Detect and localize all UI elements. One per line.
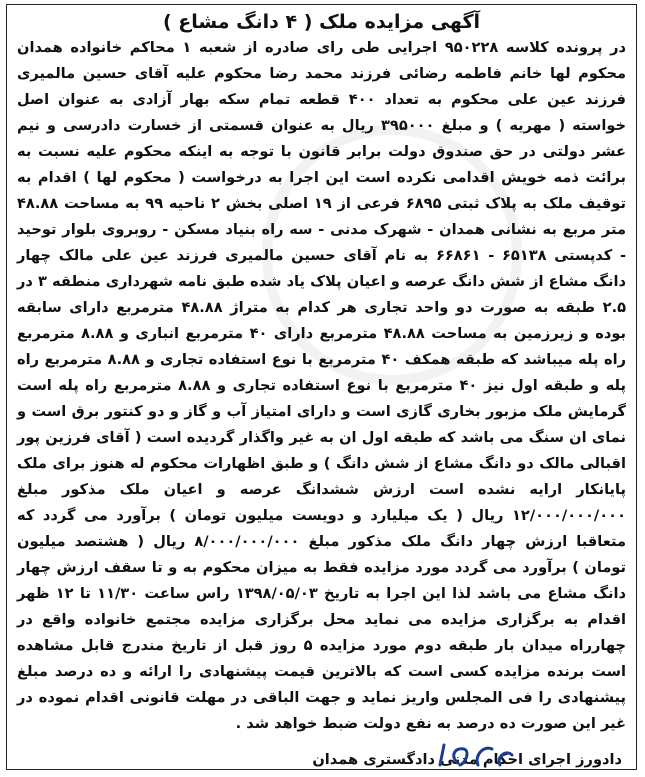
- auction-notice: [6, 4, 637, 770]
- handwritten-number: [420, 735, 540, 775]
- signature-line: دادورز اجرای احکام مدنی دادگستری همدان: [312, 751, 622, 768]
- notice-body: در پرونده کلاسه ۹۵۰۲۲۸ اجرایی طی رای صادره از شعبه ۱ محاکم خانواده همدان محکوم لها خانم فاطمه رضائی فرزند محمد رضا محکوم علیه آقای حسین مالمیری فرزند عین علی محکوم به تعداد ۴۰۰ قطعه تمام سکه بهار آزادی به عنوان اصل خواسته ( مهریه ) و مبلغ ۳۹۵۰۰۰ ریال به عنوان قسمتی از خسارت دادرسی و نیم عشر دولتی در حق صندوق دولت برابر قانون با توجه به اینکه محکوم علیه نسبت به برائت ذمه خویش اقدامی نکرده است این اجرا به درخواست ( محکوم لها ) اقدام به توقیف ملک به پلاک ثبتی ۶۸۹۵ فرعی از ۱۹ اصلی بخش ۲ ناحیه ۹۹ به مساحت ۴۸.۸۸ متر مربع به نشانی همدان - شهرک مدنی - سه راه بنیاد مسکن - روبروی بلوار توحید - کدپستی ۶۵۱۳۸ - ۶۶۸۶۱ به نام آقای حسین مالمیری فرزند عین علی مالک چهار دانگ مشاع از شش دانگ عرصه و اعیان پلاک یاد شده طبق نامه شهرداری منطقه ۳ در ۲.۵ طبقه به صورت دو واحد تجاری هر کدام به متراژ ۴۸.۸۸ مترمربع دارای سابقه بوده و زیرزمین به مساحت ۴۸.۸۸ مترمربع دارای ۴۰ مترمربع انباری و ۸.۸۸ مترمربع راه پله میباشد که طبقه همکف ۴۰ مترمربع با نوع استفاده تجاری و ۸.۸۸ مترمربع راه پله و طبقه اول نیز ۴۰ مترمربع با نوع استفاده تجاری و ۸.۸۸ مترمربع راه پله است گرمایش ملک مزبور بخاری گازی است و دارای امتیاز آب و گاز و دو کنتور برق است و نمای ان سنگ می باشد که طبقه اول ان به غیر واگذار گردیده است ( آقای فرزین پور اقبالی مالک دو دانگ مشاع از شش دانگ ) و طبق اظهارات محکوم له هنوز برای ملک پایانکار ارایه نشده است ارزش ششدانگ عرصه و اعیان ملک مذکور مبلغ ۱۲/۰۰۰/۰۰۰/۰۰۰ ریال ( یک میلیارد و دویست میلیون تومان ) برآورد می گردد که متعاقبا ارزش چهار دانگ ملک مذکور مبلغ ۸/۰۰۰/۰۰۰/۰۰۰ ریال ( هشتصد میلیون تومان ) برآورد می گردد مورد مزایده فقط به میزان محکوم به و تا سقف ارزش چهار دانگ مشاع می باشد لذا این اجرا به تاریخ ۱۳۹۸/۰۵/۰۳ راس ساعت ۱۱/۳۰ تا ۱۲ ظهر اقدام به برگزاری مزایده می نماید محل برگزاری مزایده مجتمع خانواده واقع در چهارراه میدان بار طبقه دوم مورد مزایده ۵ روز قبل از تاریخ مندرج قابل مشاهده است برنده مزایده کسی است که بالاترین قیمت پیشنهادی را ارائه و ده درصد مبلغ پیشنهادی را فی المجلس واریز نماید و جهت الباقی در مهلت قانونی اقدام نموده در غیر این صورت ده درصد به نفع دولت ضبط خواهد شد .: [17, 39, 627, 732]
- notice-title: آگهی مزایده ملک ( ۴ دانگ مشاع ): [162, 11, 481, 33]
